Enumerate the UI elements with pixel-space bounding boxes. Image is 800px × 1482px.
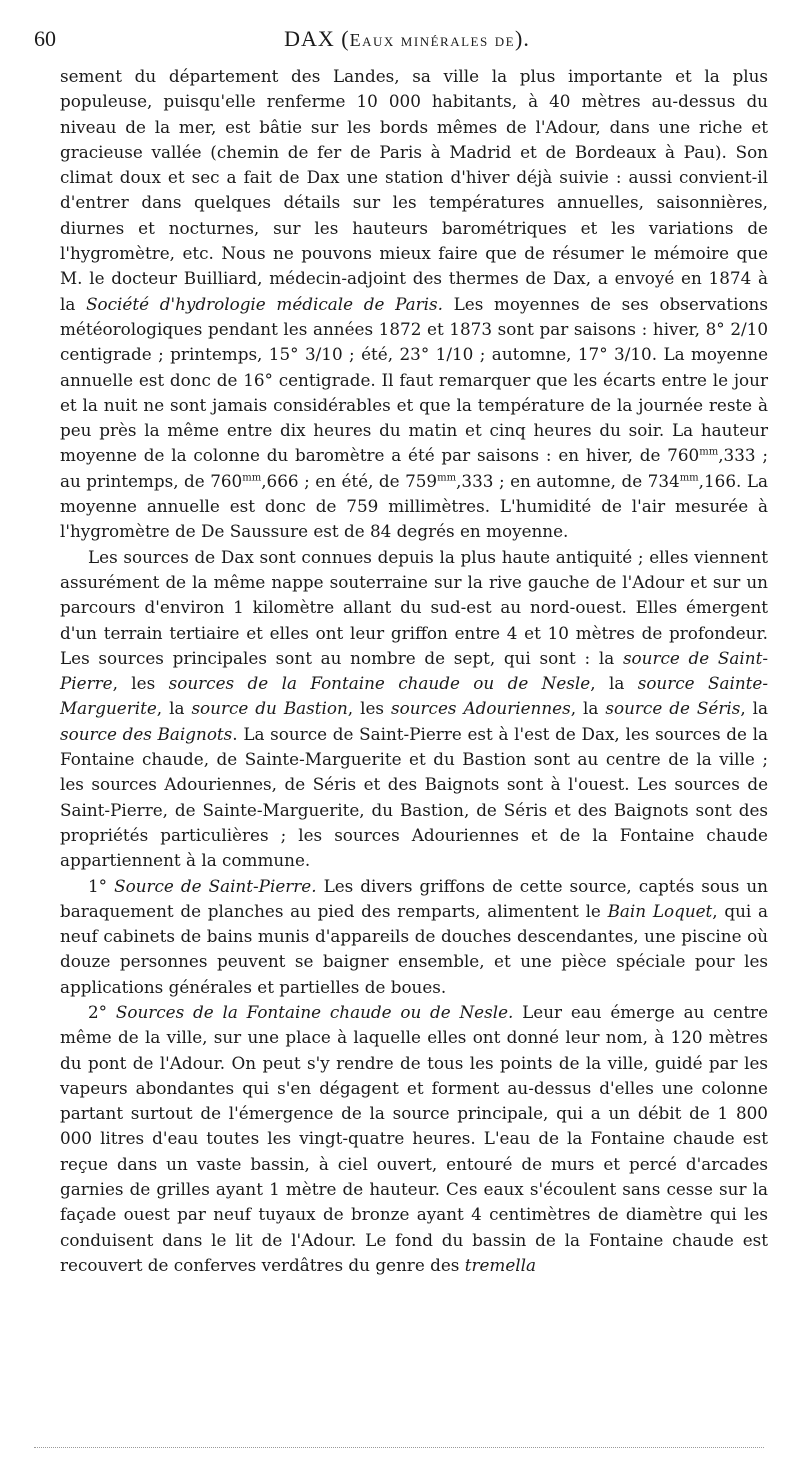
text-run: . La source de Saint-Pierre est à l'est de Dax, les sources de la Fontaine chaude, de Sainte-Marguerite et du Bastion sont au centre de la ville ; les sources Adouriennes, de Séris et des Baignots sont à l'ouest. Les sources de Saint-Pierre, de Sainte-Marguerite, du Bastion, de Séris et des Baignots sont des propriétés particulières ; les sources Adouriennes et de la Fontaine chaude appartiennent à la commune. [60, 723, 768, 871]
text-run: Leur eau émerge au centre même de la ville, sur une place à laquelle elles ont donné leur nom, à 120 mètres du pont de l'Adour. On peut s'y rendre de tous les points de la ville, guidé par les vapeurs abondantes qui s'en dégagent et forment au-dessus d'elles une colonne partant surtout de l'émergence de la source principale, qui a un débit de 1 800 000 litres d'eau toutes les vingt-quatre heures. L'eau de la Fontaine chaude est reçue dans un vaste bassin, à ciel ouvert, entouré de murs et percé d'arcades garnies de grilles ayant 1 mètre de hauteur. Ces eaux s'écoulent sans cesse sur la façade ouest par neuf tuyaux de bronze ayant 4 centimètres de diamètre qui les conduisent dans le lit de l'Adour. Le fond du bassin de la Fontaine chaude est recouvert de conferves verdâtres du genre des [60, 1001, 769, 1275]
italic-text: source de Saint-Pierre [60, 647, 769, 694]
text-run: , la [570, 698, 606, 719]
running-head-small-caps: Eaux minérales de [349, 30, 516, 50]
page-header [34, 26, 780, 56]
italic-text: tremella [464, 1254, 536, 1275]
paragraph-p1 [60, 64, 768, 545]
text-run: , la [156, 698, 192, 719]
text-run: ,666 ; en été, de 759 [261, 470, 438, 491]
italic-text: source du Bastion [191, 698, 348, 719]
italic-text: Bain Loquet [607, 900, 713, 921]
page-number: 60 [34, 26, 56, 51]
text-run: , la [590, 673, 638, 694]
unit-superscript: mm [437, 472, 457, 484]
text-run: 2° [88, 1001, 116, 1022]
text-run: , qui a neuf cabinets de bains munis d'appareils de douches descendantes, une piscine où douze personnes peuvent se baigner ensemble, et une pièce spéciale pour les applications générales et partielles de boues. [60, 900, 768, 997]
paragraph-p3 [60, 874, 768, 1000]
italic-text: Source de Saint-Pierre. [114, 875, 317, 896]
running-head-main: DAX ( [284, 26, 350, 51]
italic-text: sources de la Fontaine chaude ou de Nesle [168, 673, 591, 694]
paragraph-p4 [60, 1000, 768, 1278]
text-run: 1° [88, 875, 115, 896]
footer-rule [34, 1447, 764, 1448]
italic-text: source de Séris [605, 698, 741, 719]
italic-text: Sources de la Fontaine chaude ou de Nesle. [115, 1001, 514, 1022]
unit-superscript: mm [699, 446, 719, 458]
italic-text: Société d'hydrologie médicale de Paris. [86, 293, 443, 314]
text-run: Les divers griffons de cette source, captés sous un baraquement de planches au pied des remparts, alimentent le [60, 875, 768, 921]
italic-text: sources Adouriennes [391, 698, 571, 719]
unit-superscript: mm [242, 472, 262, 484]
text-run: , les [112, 673, 169, 694]
text-run: Les sources de Dax sont connues depuis la plus haute antiquité ; elles viennent assurément de la même nappe souterraine sur la rive gauche de l'Adour et sur un parcours d'environ 1 kilomètre allant du sud-est au nord-ouest. Elles émergent d'un terrain tertiaire et elles ont leur griffon entre 4 et 10 mètres de profondeur. Les sources principales sont au nombre de sept, qui sont : la [60, 546, 768, 668]
text-run: ,166. La moyenne annuelle est donc de 759 millimètres. L'humidité de l'air mesurée à l'hygromètre de De Saussure est de 84 degrés en moyenne. [60, 470, 769, 542]
text-run: Les moyennes de ses observations météorologiques pendant les années 1872 et 1873 sont par saisons : hiver, 8° 2/10 centigrade ; printemps, 15° 3/10 ; été, 23° 1/10 ; automne, 17° 3/10. La moyenne annuelle est donc de 16° centigrade. Il faut remarquer que les écarts entre le jour et la nuit ne sont jamais considérables et que la température de la journée reste à peu près la même entre dix heures du matin et cinq heures du soir. La hauteur moyenne de la colonne du baromètre a été par saisons : en hiver, de 760 [60, 293, 768, 466]
italic-text: source Sainte-Marguerite [60, 673, 769, 719]
unit-superscript: mm [679, 472, 699, 484]
running-head [34, 26, 780, 52]
text-run: ,333 ; au printemps, de 760 [60, 445, 768, 491]
text-run: ,333 ; en automne, de 734 [456, 470, 680, 491]
text-run: , les [347, 698, 391, 719]
body-text [60, 64, 768, 1278]
text-run: , la [740, 698, 769, 719]
running-head-end: ). [515, 26, 530, 51]
paragraph-p2 [60, 545, 768, 874]
italic-text: source des Baignots [60, 723, 233, 744]
text-run: sement du département des Landes, sa ville la plus importante et la plus populeuse, puisqu'elle renferme 10 000 habitants, à 40 mètres au-dessus du niveau de la mer, est bâtie sur les bords mêmes de l'Adour, dans une riche et gracieuse vallée (chemin de fer de Paris à Madrid et de Bordeaux à Pau). Son climat doux et sec a fait de Dax une station d'hiver déjà suivie : aussi convient-il d'entrer dans quelques détails sur les températures annuelles, saisonnières, diurnes et nocturnes, sur les hauteurs barométriques et les variations de l'hygromètre, etc. Nous ne pouvons mieux faire que de résumer le mémoire que M. le docteur Builliard, médecin-adjoint des thermes de Dax, a envoyé en 1874 à la [60, 66, 768, 314]
